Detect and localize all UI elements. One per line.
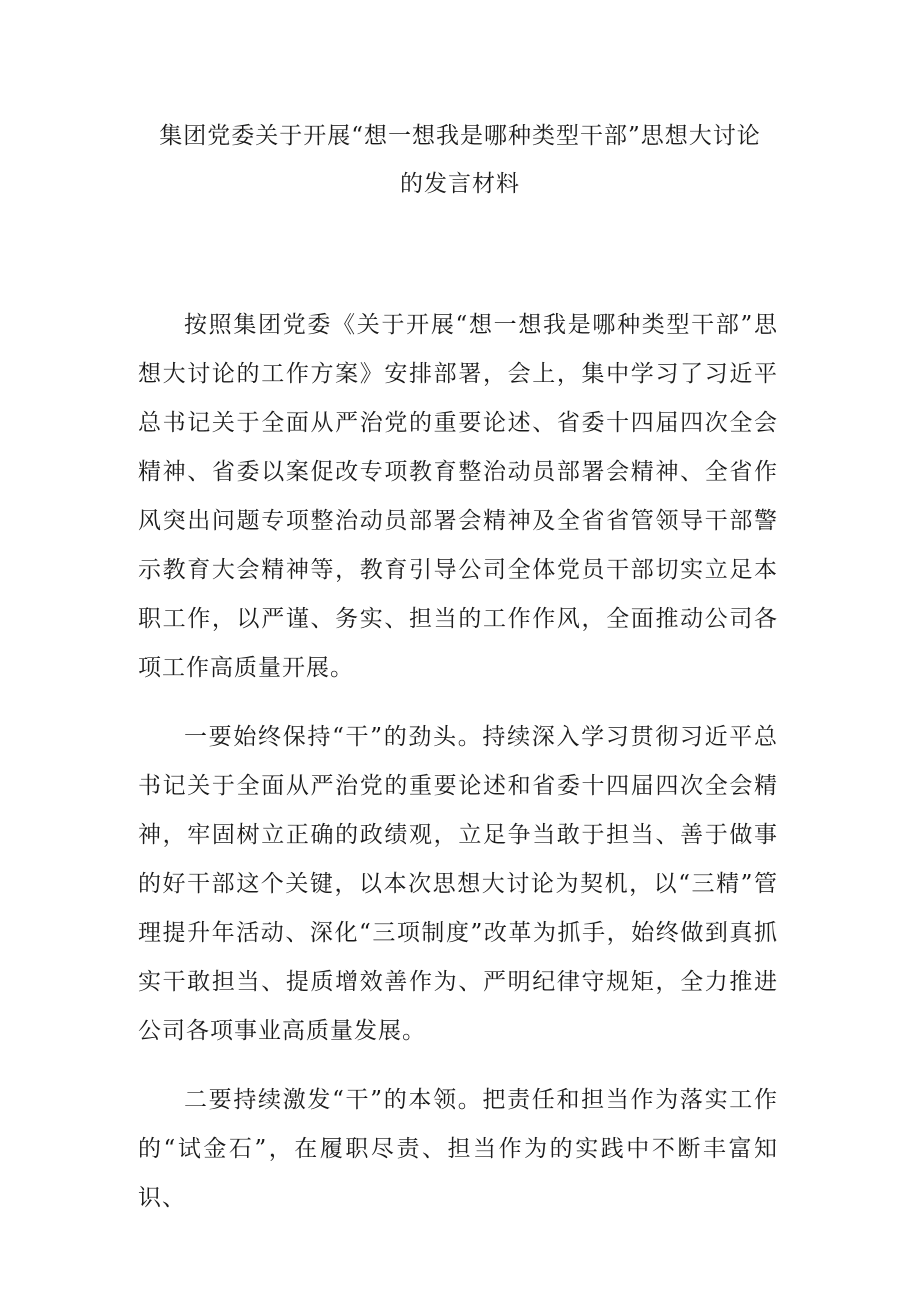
title-line-1: 集团党委关于开展“想一想我是哪种类型干部”思想大讨论 [159, 123, 761, 149]
paragraph-point-1: 一要始终保持“干”的劲头。持续深入学习贯彻习近平总书记关于全面从严治党的重要论述和省委十四届四次全会精神，牢固树立正确的政绩观，立足争当敢于担当、善于做事的好干部这个关键，以本次思想大讨论为契机，以“三精”管理提升年活动、深化“三项制度”改革为抓手，始终做到真抓实干敢担当、提质增效善作为、严明纪律守规矩，全力推进公司各项事业高质量发展。 [138, 724, 778, 1044]
paragraph-intro: 按照集团党委《关于开展“想一想我是哪种类型干部”思想大讨论的工作方案》安排部署，会上，集中学习了习近平总书记关于全面从严治党的重要论述、省委十四届四次全会精神、省委以案促改专项教育整治动员部署会精神、全省作风突出问题专项整治动员部署会精神及全省省管领导干部警示教育大会精神等，教育引导公司全体党员干部切实立足本职工作，以严谨、务实、担当的工作作风，全面推动公司各项工作高质量开展。 [138, 312, 778, 681]
document-title [138, 112, 782, 208]
title-line-2: 的发言材料 [400, 171, 520, 197]
paragraph-point-2: 二要持续激发“干”的本领。把责任和担当作为落实工作的“试金石”，在履职尽责、担当作为的实践中不断丰富知识、 [138, 1087, 778, 1211]
document-body [138, 301, 778, 1243]
